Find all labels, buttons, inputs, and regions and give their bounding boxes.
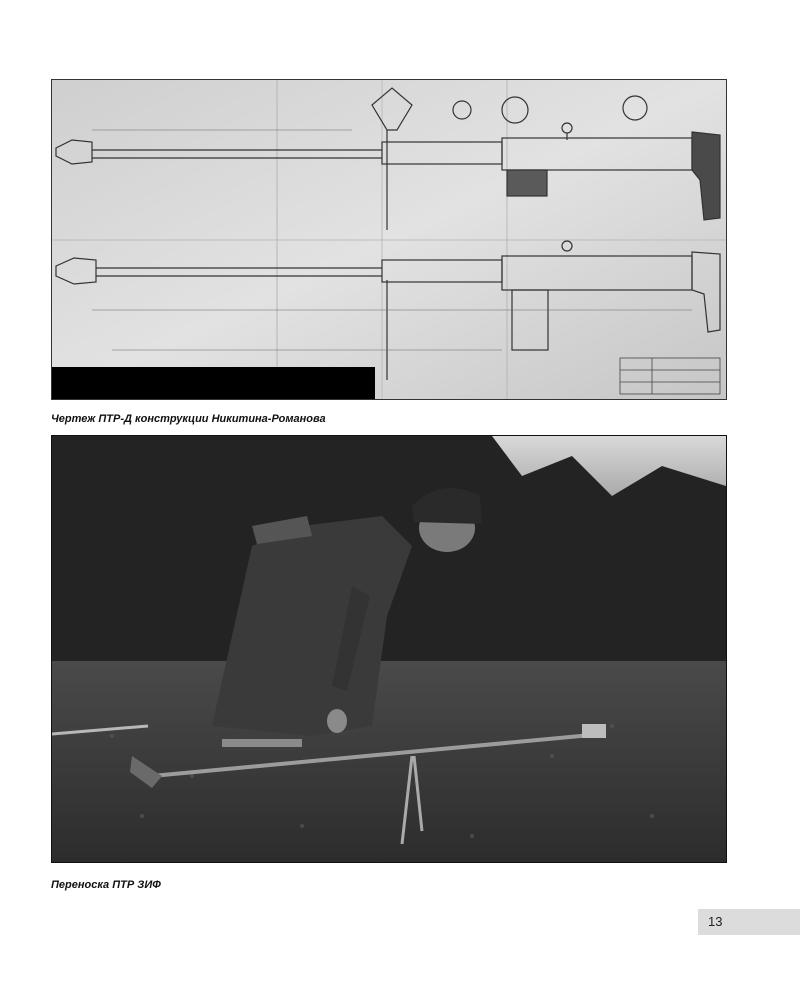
- photo-figure: [51, 435, 727, 863]
- soldier-photo: [52, 436, 726, 862]
- page-number-tab: [698, 909, 800, 935]
- blueprint-caption: Чертеж ПТР-Д конструкции Никитина-Романова: [51, 413, 326, 425]
- blueprint-figure: [51, 79, 727, 400]
- page-number: 13: [708, 914, 723, 929]
- photo-caption: Переноска ПТР ЗИФ: [51, 879, 161, 891]
- blueprint-drawing: [52, 80, 726, 399]
